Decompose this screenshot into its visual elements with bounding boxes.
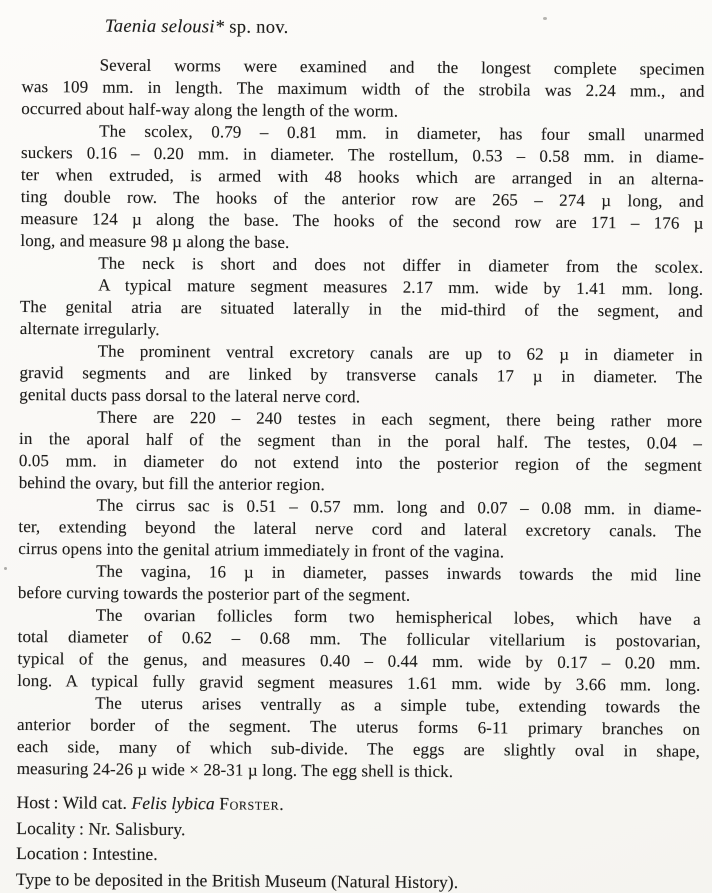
text-line: A typical mature segment measures 2.17 mm. wide by 1.41 mm. long. <box>98 275 704 299</box>
paragraph <box>19 340 702 411</box>
page-content <box>16 14 705 893</box>
scan-speck <box>4 567 7 570</box>
paragraph <box>21 54 704 125</box>
text-line: cirrus opens into the genital atrium immediately in front of the vagina. <box>18 538 505 562</box>
text-line: The ovarian follicles form two hemispherical lobes, which have a <box>95 605 701 629</box>
text-line: occurred about half-way along the length of the worm. <box>21 98 399 121</box>
paragraph <box>18 494 701 565</box>
text-line: alternate irregularly. <box>19 318 160 339</box>
text-line: The cirrus sac is 0.51 – 0.57 mm. long and 0.07 – 0.08 mm. in diame- <box>96 495 702 519</box>
footer-text: . <box>279 793 284 814</box>
text-line: long. A typical fully gravid segment measures 1.61 mm. wide by 3.66 mm. long. <box>17 670 701 695</box>
text-line: measure 124 µ along the base. The hooks of the second row are 171 – 176 µ <box>20 208 704 233</box>
host-authority: Forster <box>219 793 280 814</box>
text-line: The scolex, 0.79 – 0.81 mm. in diameter, has four small unarmed <box>99 121 705 145</box>
text-line: The genital atria are situated laterally in the mid-third of the segment, and <box>19 296 704 321</box>
species-name: Taenia selousi* <box>104 16 225 38</box>
species-heading <box>105 15 705 43</box>
paragraph <box>20 274 703 345</box>
text-line: ter, extending beyond the lateral nerve cord and lateral excretory canals. The <box>18 516 702 541</box>
text-line: behind the ovary, but fill the anterior region. <box>18 472 325 495</box>
text-line: Several worms were examined and the longest complete specimen <box>99 55 705 79</box>
text-line: typical of the genus, and measures 0.40 – 0.44 mm. wide by 0.17 – 0.20 mm. <box>17 648 701 673</box>
paragraph <box>18 560 701 609</box>
text-line: The vagina, 16 µ in diameter, passes inwards towards the mid line <box>96 561 702 585</box>
description-paragraphs <box>17 54 705 785</box>
specimen-details <box>16 790 700 893</box>
text-line: long, and measure 98 µ along the base. <box>20 230 290 252</box>
text-line: measuring 24-26 µ wide × 28-31 µ long. The egg shell is thick. <box>16 758 454 782</box>
text-line: before curving towards the posterior part of the segment. <box>17 582 411 605</box>
text-line: each side, many of which sub-divide. The eggs are slightly oval in shape, <box>16 736 700 761</box>
text-line: The neck is short and does not differ in diameter from the scolex. <box>98 253 704 277</box>
text-line: in the aporal half of the segment than in the poral half. The testes, 0.04 – <box>18 428 703 453</box>
text-line: was 109 mm. in length. The maximum width of the strobila was 2.24 mm., and <box>21 76 705 101</box>
text-line: total diameter of 0.62 – 0.68 mm. The follicular vitellarium is postovarian, <box>17 626 701 651</box>
text-line: There are 220 – 240 testes in each segment, there being rather more <box>97 407 703 431</box>
paragraph <box>17 692 701 785</box>
host-species-name: Felis lybica <box>131 792 215 814</box>
footer-text: Type to be deposited in the British Museum (Natural History). <box>15 868 459 892</box>
text-line: genital ducts pass dorsal to the lateral nerve cord. <box>19 384 361 407</box>
paragraph <box>19 406 703 499</box>
text-line: The uterus arises ventrally as a simple tube, extending towards the <box>95 693 701 717</box>
text-line: The prominent ventral excretory canals are up to 62 µ in diameter in <box>97 341 703 365</box>
text-line: suckers 0.16 – 0.20 mm. in diameter. The rostellum, 0.53 – 0.58 mm. in diame- <box>20 142 705 167</box>
footer-text: Host : Wild cat. <box>16 791 132 813</box>
text-line: anterior border of the segment. The uterus forms 6-11 primary branches on <box>16 714 701 739</box>
footer-line <box>16 866 699 893</box>
footer-text: Location : Intestine. <box>16 842 158 864</box>
text-line: 0.05 mm. in diameter do not extend into the posterior region of the segment <box>18 450 702 475</box>
paragraph <box>20 120 704 257</box>
text-line: ter when extruded, is armed with 48 hooks which are arranged in an alterna- <box>20 164 704 189</box>
species-heading-suffix: sp. nov. <box>224 17 289 38</box>
paragraph <box>17 604 701 697</box>
text-line: gravid segments and are linked by transverse canals 17 µ in diameter. The <box>19 362 703 387</box>
footer-text: Locality : Nr. Salisbury. <box>16 817 186 839</box>
text-line: ting double row. The hooks of the anterior row are 265 – 274 µ long, and <box>20 186 704 211</box>
